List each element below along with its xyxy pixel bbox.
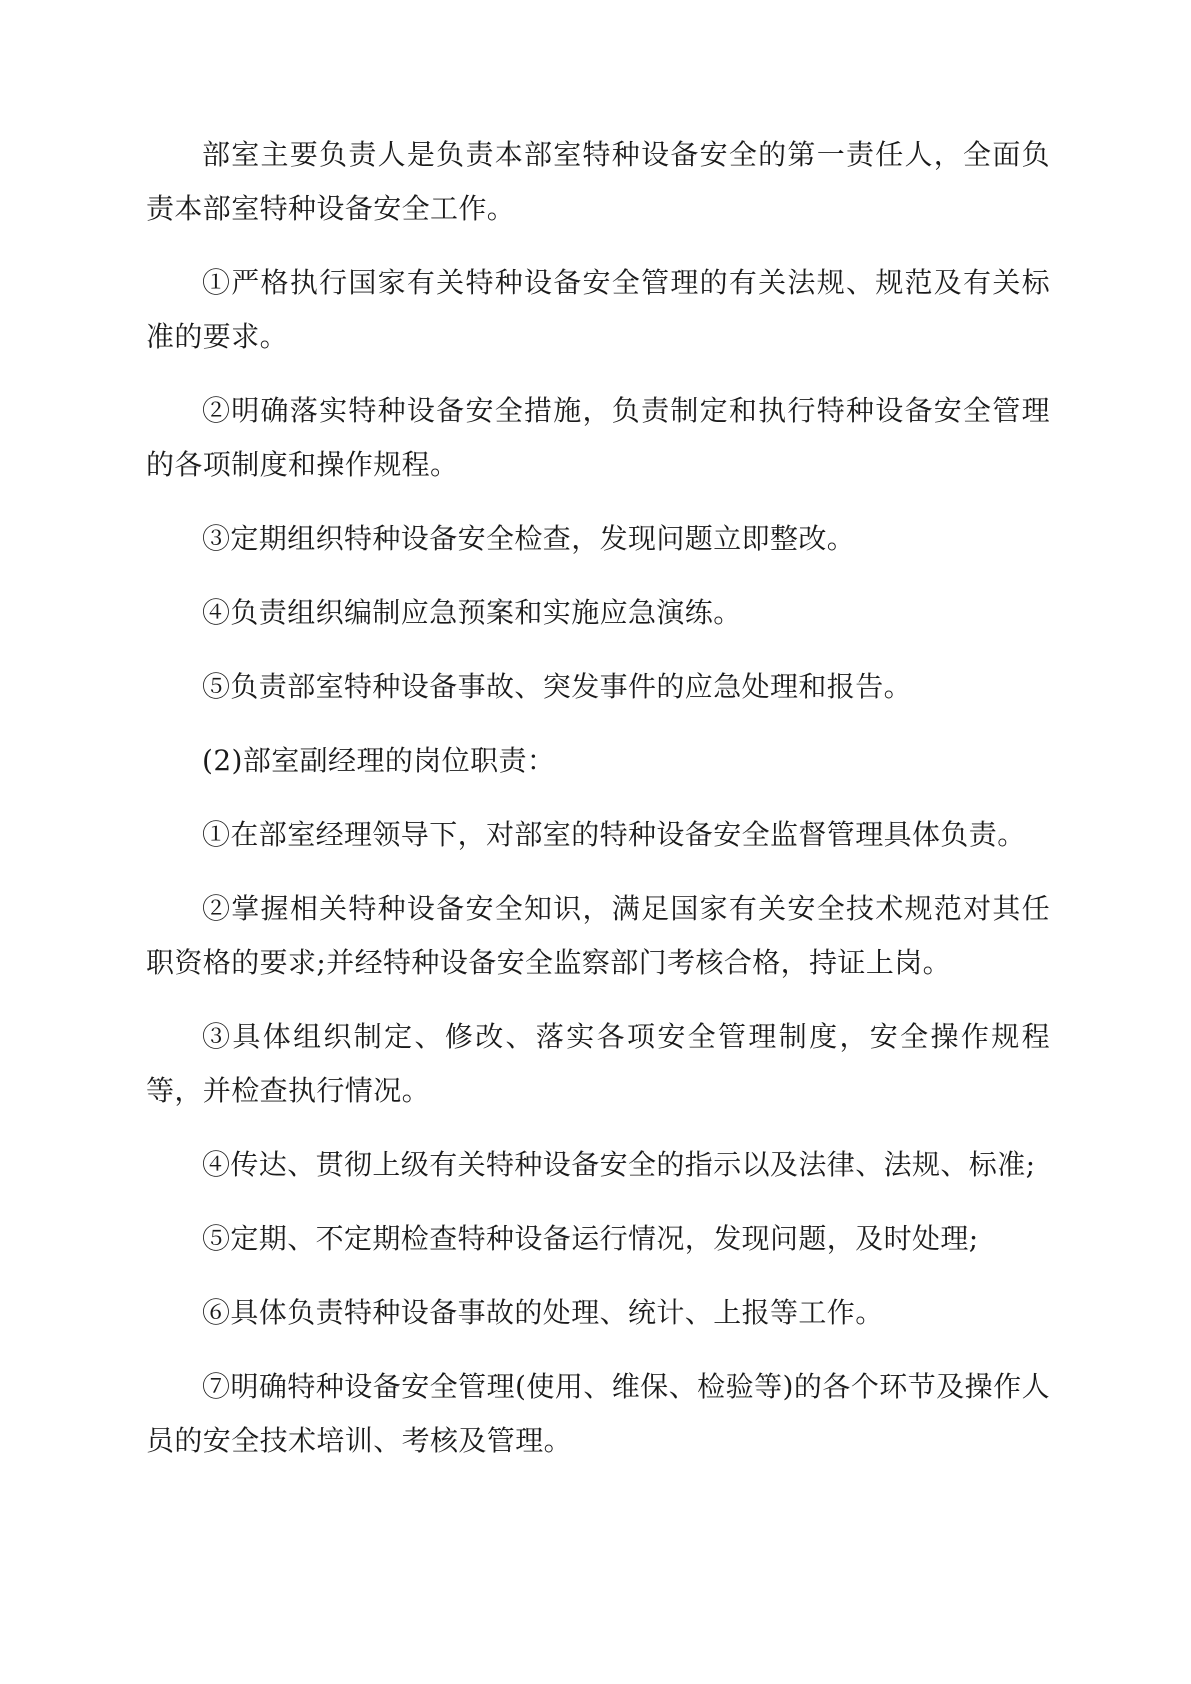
paragraph-deputy-item-3: ③具体组织制定、修改、落实各项安全管理制度，安全操作规程等，并检查执行情况。 [146,1020,1050,1107]
paragraph-deputy-item-2: ②掌握相关特种设备安全知识，满足国家有关安全技术规范对其任职资格的要求;并经特种设备安全监察部门考核合格，持证上岗。 [146,892,1050,979]
paragraph-deputy-item-6: ⑥具体负责特种设备事故的处理、统计、上报等工作。 [202,1296,884,1329]
section-heading-deputy-manager: (2)部室副经理的岗位职责： [202,744,556,777]
paragraph-item-5: ⑤负责部室特种设备事故、突发事件的应急处理和报告。 [202,670,913,703]
paragraph-item-4: ④负责组织编制应急预案和实施应急演练。 [202,596,742,629]
paragraph-deputy-item-4: ④传达、贯彻上级有关特种设备安全的指示以及法律、法规、标准; [202,1148,1036,1181]
paragraph-item-1: ①严格执行国家有关特种设备安全管理的有关法规、规范及有关标准的要求。 [146,266,1050,353]
paragraph-intro: 部室主要负责人是负责本部室特种设备安全的第一责任人，全面负责本部室特种设备安全工作。 [146,138,1050,225]
document-body [146,128,1050,1488]
paragraph-deputy-item-7: ⑦明确特种设备安全管理(使用、维保、检验等)的各个环节及操作人员的安全技术培训、考核及管理。 [146,1370,1050,1457]
paragraph-item-3: ③定期组织特种设备安全检查，发现问题立即整改。 [202,522,856,555]
paragraph-deputy-item-5: ⑤定期、不定期检查特种设备运行情况，发现问题，及时处理; [202,1222,979,1255]
paragraph-item-2: ②明确落实特种设备安全措施，负责制定和执行特种设备安全管理的各项制度和操作规程。 [146,394,1050,481]
paragraph-deputy-item-1: ①在部室经理领导下，对部室的特种设备安全监督管理具体负责。 [202,818,1026,851]
